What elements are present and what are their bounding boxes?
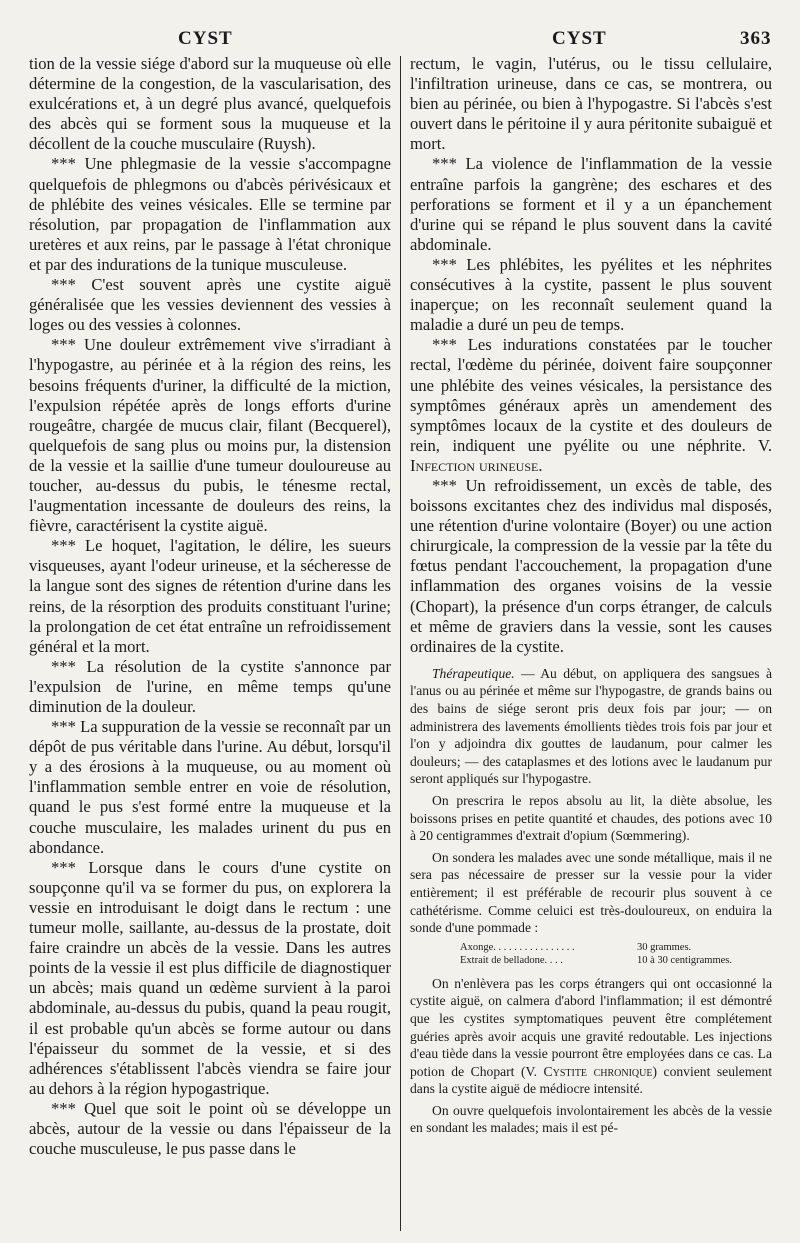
section-heading: Thérapeutique.: [432, 665, 515, 681]
cross-reference: Cystite chronique: [543, 1063, 653, 1079]
paragraph: [410, 975, 772, 1098]
column-divider: [400, 56, 401, 1231]
paragraph-text: ) convient seulement dans la cystite aiguë de médiocre intensité.: [410, 1063, 772, 1097]
paragraph: *** Les phlébites, les pyélites et les néphrites consécutives à la cystite, passent le plus souvent inaperçue; on les reconnaît seulement quand la maladie a duré un peu de temps.: [410, 254, 772, 335]
paragraph: *** La violence de l'inflammation de la vessie entraîne parfois la gangrène; des eschares et des perforations se forment et il y a un épanchement d'urine qui se répand le plus souvent dans la cavité abdominale.: [410, 154, 772, 254]
paragraph: *** Un refroidissement, un excès de table, des boissons excitantes chez des individus mal disposés, une rétention d'urine volontaire (Boyer) ou une action chirurgicale, la compression de la vessie par la tête du fœtus pendant l'accouchement, la propagation d'une inflammation des organes voisins de la vessie (Chopart), la présence d'un corps étranger, de calculs et même de graviers dans la vessie, sont les causes ordinaires de la cystite.: [410, 475, 772, 656]
paragraph-text: — Au début, on appliquera des sangsues à l'anus ou au périnée et même sur l'hypogastre, de grands bains ou des bains de siége seront pris deux fois par jour; — on administrera des lavements émollients tièdes trois fois par jour et l'on y adjoindra dix gouttes de laudanum, pour calmer les douleurs; — des cataplasmes et des lotions avec le laudanum pur seront appliqués sur l'hypogastre.: [410, 665, 772, 787]
paragraph: *** La suppuration de la vessie se reconnaît par un dépôt de pus véritable dans l'urine. Au début, lorsqu'il y a des érosions à la muqueuse, ou au moment où l'inflammation semble entrer en voie de résolution, quand le pus s'est formé entre la muqueuse et la couche musculaire, les malades urinent du pus en abondance.: [29, 717, 391, 857]
paragraph-text: *** Les indurations constatées par le toucher rectal, l'œdème du périnée, doivent faire soupçonner une phlébite des veines vésicales, la persistance des symptômes généraux après un amendement des symptômes locaux de la cystite et des douleurs de rein, indiquent une pyélite ou une néphrite. V.: [410, 335, 772, 455]
cross-reference: Infection urineuse: [410, 455, 539, 475]
paragraph: rectum, le vagin, l'utérus, ou le tissu cellulaire, l'infiltration urineuse, dans ce cas, se montrera, ou bien au périnée, ou bien à l'hypogastre. Si l'abcès s'est ouvert dans le péritoine il y aura péritonite subaiguë et mort.: [410, 54, 772, 154]
page-number: 363: [740, 28, 772, 49]
therapeutics-section: [410, 665, 772, 1137]
formula-dose: 30 grammes.: [636, 941, 692, 953]
paragraph: *** Le hoquet, l'agitation, le délire, les sueurs visqueuses, ayant l'odeur urineuse, et la sécheresse de la langue sont des signes de rétention d'urine dans les reins, de la résorption des produits constituant l'urine; la prolongation de cet état entraîne un refroidissement général et la mort.: [29, 536, 391, 656]
paragraph: *** Les indurations constatées par le toucher rectal, l'œdème du périnée, doivent faire soupçonner une phlébite des veines vésicales, la persistance des symptômes généraux après un amendement des symptômes locaux de la cystite et des douleurs de rein, indiquent une pyélite ou une néphrite. V. Infection urineuse.: [410, 335, 772, 475]
paragraph: On prescrira le repos absolu au lit, la diète absolue, les boissons prises en petite quantité et chaudes, des potions avec 10 à 20 centigrammes d'extrait d'opium (Sœmmering).: [410, 792, 772, 844]
running-header: [0, 28, 800, 52]
paragraph: *** Lorsque dans le cours d'une cystite on soupçonne qu'il va se former du pus, on explorera la vessie en introduisant le doigt dans le rectum : une tumeur molle, saillante, au-dessus de la prostate, doit faire craindre un abcès de la vessie. Dans les autres points de la vessie il est plus difficile de diagnostiquer un abcès; mais quand un œdème survient à la paroi abdominale, au-dessus du pubis, quand la peau rougit, il est probable qu'un abcès se forme autour ou dans l'épaisseur du sommet de la vessie, et si des adhérences s'établissent l'abcès viendra se faire jour au dehors à la région hypogastrique.: [29, 857, 391, 1098]
paragraph: *** Quel que soit le point où se développe un abcès, autour de la vessie ou dans l'épaisseur de la couche musculeuse, le pus passe dans le: [29, 1098, 391, 1159]
paragraph: *** C'est souvent après une cystite aiguë généralisée que les vessies deviennent des vessies à loges ou des vessies à colonnes.: [29, 275, 391, 335]
formula-ingredient: Extrait de belladone. . . .: [460, 954, 563, 966]
paragraph: [410, 665, 772, 788]
right-column: [410, 54, 772, 1234]
paragraph: *** Une douleur extrêmement vive s'irradiant à l'hypogastre, au périnée et à la région des reins, les besoins fréquents d'uriner, la difficulté de la miction, l'expulsion répétée après de longs efforts d'urine rougeâtre, chargée de mucus clair, filant (Becquerel), quelquefois de sang plus ou moins pur, la distension de la vessie et la saillie d'une tumeur douloureuse au toucher, au-dessus du pubis, le ténesme rectal, l'augmentation incessante de douleurs des reins, la fièvre, caractérisent la cystite aiguë.: [29, 335, 391, 536]
left-column: [29, 54, 391, 1234]
formula-ingredient: Axonge. . . . . . . . . . . . . . . .: [460, 941, 575, 953]
paragraph: *** La résolution de la cystite s'annonce par l'expulsion de l'urine, en même temps qu'une diminution de la douleur.: [29, 656, 391, 716]
formula-table: [410, 941, 772, 967]
header-left-title: CYST: [178, 28, 233, 49]
paragraph-text: On n'enlèvera pas les corps étrangers qui ont occasionné la cystite aiguë, on calmera d'abord l'inflammation; il est démontré que les cystites symptomatiques peuvent être complétement guéries après avoir acquis une gravité redoutable. Les injections d'eau tiède dans la vessie pourront être employées dans ce cas. La potion de Chopart (V.: [410, 975, 772, 1079]
formula-dose: 10 à 30 centigrammes.: [636, 954, 732, 966]
paragraph: *** Une phlegmasie de la vessie s'accompagne quelquefois de phlegmons ou d'abcès périvésicaux et de phlébite des veines vésicales. Elle se termine par résolution, par propagation de l'inflammation aux uretères et aux reins, par le passage à l'état chronique et par des indurations de la tunique musculeuse.: [29, 154, 391, 274]
header-right-title: CYST: [552, 28, 607, 49]
paragraph: On ouvre quelquefois involontairement les abcès de la vessie en sondant les malades; mais il est pé-: [410, 1102, 772, 1136]
paragraph: On sondera les malades avec une sonde métallique, mais il ne sera pas nécessaire de presser sur la vessie pour la vider entièrement; il est préférable de recourir plus souvent à ce cathétérisme. Comme celuici est très-douloureux, on enduira la sonde d'une pommade :: [410, 849, 772, 936]
paragraph: tion de la vessie siége d'abord sur la muqueuse où elle détermine de la congestion, de la vascularisation, des exulcérations et, à un degré plus avancé, quelquefois des abcès qui se forment sous la muqueuse et la décollent de la couche musculaire (Ruysh).: [29, 54, 391, 154]
